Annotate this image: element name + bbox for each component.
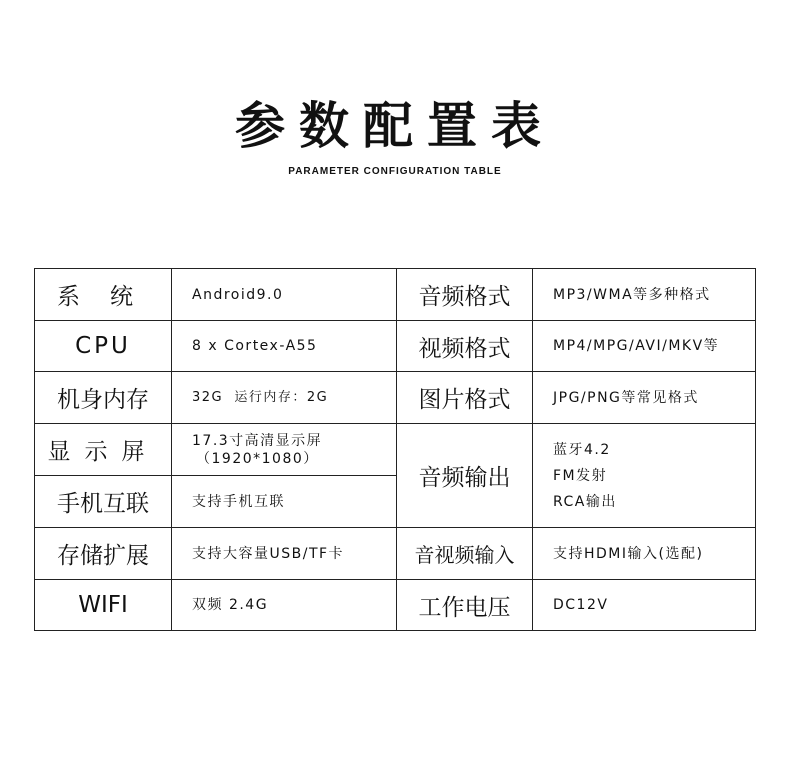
spec-value-audio-format: MP3/WMA等多种格式	[533, 269, 756, 321]
spec-label-audio-out: 音频输出	[397, 424, 533, 528]
spec-value-system: Android9.0	[172, 269, 397, 321]
spec-value-cpu: 8 x Cortex-A55	[172, 321, 397, 372]
spec-label-av-input: 音视频输入	[397, 528, 533, 580]
spec-label-voltage: 工作电压	[397, 580, 533, 631]
spec-label-wifi: WIFI	[35, 580, 172, 631]
spec-value-voltage: DC12V	[533, 580, 756, 631]
spec-label-display: 显示屏	[35, 424, 172, 476]
spec-label-expand-storage: 存储扩展	[35, 528, 172, 580]
spec-label-system: 系统	[35, 269, 172, 321]
audio-out-item: 蓝牙4.2	[553, 441, 611, 458]
spec-label-cpu: CPU	[35, 321, 172, 372]
table-row	[35, 372, 756, 424]
table-row	[35, 528, 756, 580]
spec-label-storage: 机身内存	[35, 372, 172, 424]
page-title: 参数配置表	[235, 97, 555, 155]
table-row	[35, 580, 756, 631]
spec-value-audio-out	[533, 424, 756, 528]
spec-table	[34, 268, 756, 631]
spec-value-phone-link: 支持手机互联	[172, 476, 397, 528]
table-row	[35, 321, 756, 372]
spec-value-display: 17.3寸高清显示屏 （1920*1080）	[172, 424, 397, 476]
table-row	[35, 269, 756, 321]
page-subtitle: PARAMETER CONFIGURATION TABLE	[288, 166, 502, 177]
spec-label-audio-format: 音频格式	[397, 269, 533, 321]
spec-value-av-input: 支持HDMI输入(选配)	[533, 528, 756, 580]
audio-out-item: FM发射	[553, 467, 608, 484]
spec-value-storage: 32G 运行内存：2G	[172, 372, 397, 424]
spec-value-image-format: JPG/PNG等常见格式	[533, 372, 756, 424]
spec-label-image-format: 图片格式	[397, 372, 533, 424]
audio-out-item: RCA输出	[553, 493, 617, 510]
spec-value-video-format: MP4/MPG/AVI/MKV等	[533, 321, 756, 372]
spec-value-wifi: 双频 2.4G	[172, 580, 397, 631]
spec-label-phone-link: 手机互联	[35, 476, 172, 528]
table-row	[35, 424, 756, 476]
spec-label-video-format: 视频格式	[397, 321, 533, 372]
spec-value-expand-storage: 支持大容量USB/TF卡	[172, 528, 397, 580]
